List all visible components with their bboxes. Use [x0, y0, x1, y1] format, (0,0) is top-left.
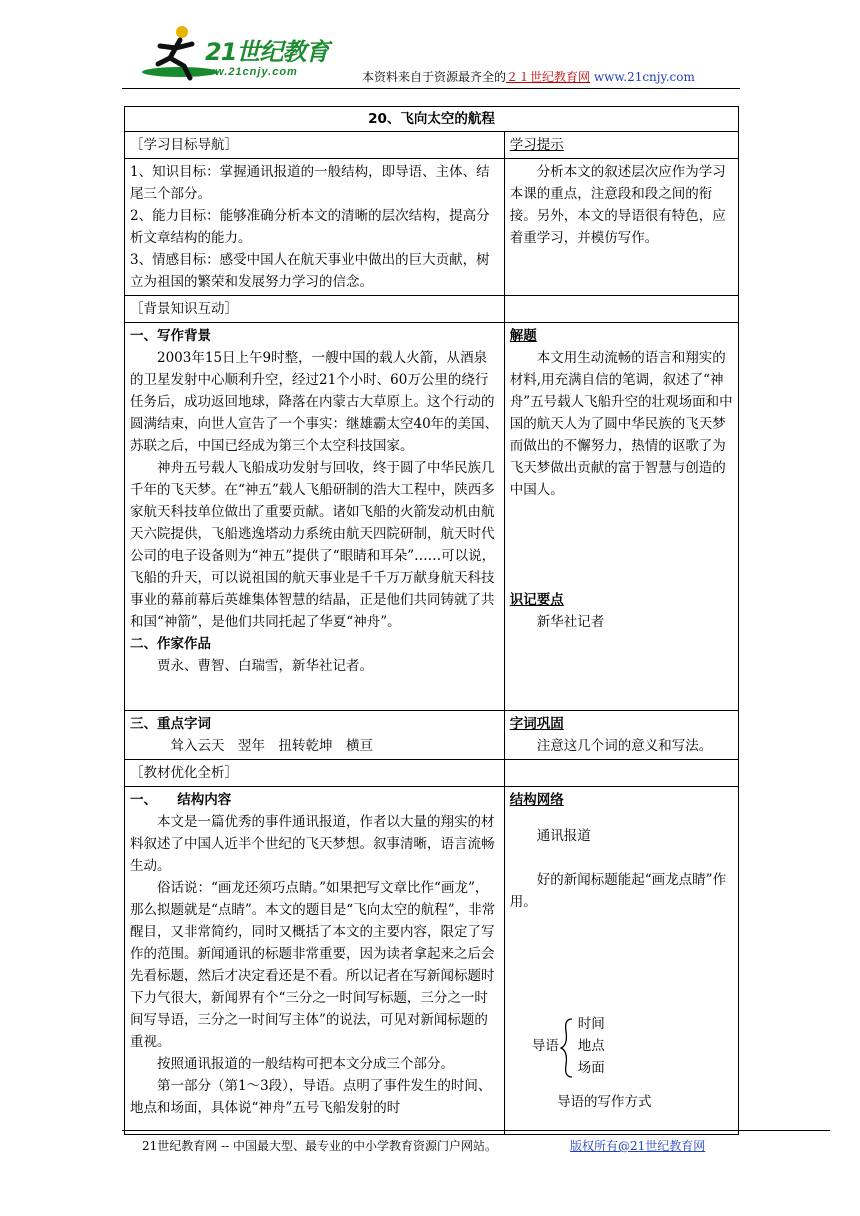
vocab-words: 耸入云天 翌年 扭转乾坤 横亘: [170, 738, 373, 754]
header-site-link[interactable]: ２１世纪教育网: [506, 70, 591, 84]
network-cell: [504, 787, 738, 1135]
memo-title: 识记要点: [509, 592, 564, 608]
analysis-para: 按照通讯报道的一般结构可把本文分成三个部分。: [157, 1056, 454, 1072]
goals-cell: [125, 159, 505, 296]
network-item: 通讯报道: [536, 828, 591, 844]
goal-item: 1、知识目标：掌握通讯报道的一般结构，即导语、主体、结尾三个部分。: [130, 164, 490, 202]
daoyu-block: [510, 1013, 733, 1083]
daoyu-method: 导语的写作方式: [557, 1094, 652, 1110]
tips-text: 分析本文的叙述层次应作为学习本课的重点，注意段和段之间的衔接。另外，本文的导语很有特色，应着重学习，并模仿写作。: [509, 164, 726, 246]
daoyu-item: 时间: [577, 1016, 605, 1032]
tips-cell: [504, 159, 738, 296]
header-note: [362, 68, 695, 85]
jieti-cell: [504, 323, 738, 711]
analysis-cell: [125, 787, 505, 1135]
brace-icon: [560, 1017, 574, 1079]
structure-title: 一、 结构内容: [130, 792, 232, 808]
goal-item: 3、情感目标：感受中国人在航天事业中做出的巨大贡献，树立为祖国的繁荣和发展努力学习的信念。: [130, 252, 490, 290]
network-title: 结构网络: [509, 792, 564, 808]
header-note-prefix: 本资料来自于资源最齐全的: [362, 70, 507, 84]
goal-item: 2、能力目标：能够准确分析本文的清晰的层次结构，提高分析文章结构的能力。: [130, 208, 490, 246]
daoyu-item: 地点: [577, 1038, 605, 1054]
consolidate-title: 字词巩固: [509, 716, 564, 732]
consolidate-cell: [504, 711, 738, 760]
vocab-title: 三、重点字词: [130, 716, 211, 732]
footer-copyright-link[interactable]: 版权所有@21世纪教育网: [570, 1139, 706, 1153]
consolidate-text: 注意这几个词的意义和写法。: [536, 738, 713, 754]
daoyu-item: 场面: [577, 1060, 605, 1076]
lesson-table: [124, 106, 739, 1135]
author-title: 二、作家作品: [130, 636, 211, 652]
header-url-link[interactable]: www.21cnjy.com: [593, 70, 695, 84]
background-para: 2003年15日上午9时整，一艘中国的载人火箭，从酒泉的卫星发射中心顺利升空，经过21个小时、60万公里的绕行任务后，成功返回地球，降落在内蒙古大草原上。这个行动的圆满结束，向世人宣告了一个事实：继雄霸太空40年的美国、苏联之后，中国已经成为第三个太空科技国家。: [130, 350, 499, 454]
analysis-header: ［教材优化全析］: [125, 760, 505, 787]
daoyu-label: 导语: [531, 1038, 559, 1054]
jieti-title: 解题: [509, 328, 537, 344]
footer-text: 21世纪教育网 -- 中国最大型、最专业的中小学教育资源门户网站。: [142, 1139, 498, 1153]
writing-bg-title: 一、写作背景: [130, 328, 211, 344]
background-header-empty: [504, 296, 738, 323]
analysis-header-empty: [504, 760, 738, 787]
logo-text: 21世纪教育: [205, 38, 329, 66]
memo-text: 新华社记者: [536, 614, 605, 630]
vocab-cell: [125, 711, 505, 760]
page-title: 20、飞向太空的航程: [125, 107, 739, 132]
header-divider: [122, 88, 740, 89]
background-para: 神舟五号载人飞船成功发射与回收，终于圆了中华民族几千年的飞天梦。在“神五”载人飞船研制的浩大工程中，陕西多家航天科技单位做出了重要贡献。诸如飞船的火箭发动机由航天六院提供，飞船逃逸塔动力系统由航天四院研制，航天时代公司的电子设备则为“神五”提供了“眼睛和耳朵”……可以说，飞船的升天，可以说祖国的航天事业是千千万万献身航天科技事业的幕前幕后英雄集体智慧的结晶，正是他们共同铸就了共和国“神箭”，是他们共同托起了华夏“神舟”。: [130, 460, 496, 630]
network-item: 好的新闻标题能起“画龙点睛”作用。: [509, 872, 727, 910]
jieti-text: 本文用生动流畅的语言和翔实的材料,用充满自信的笔调，叙述了“神舟”五号载人飞船升空的壮观场面和中国的航天人为了圆中华民族的飞天梦而做出的不懈努力，热情的讴歌了为飞天梦做出贡献的富于智慧与创造的中国人。: [509, 350, 733, 498]
logo-url: www.21cnjy.com: [196, 66, 298, 78]
footer-divider: [122, 1130, 830, 1131]
analysis-para: 第一部分（第1～3段），导语。点明了事件发生的时间、地点和场面，具体说“神舟”五号飞船发射的时: [130, 1078, 492, 1116]
goals-header: ［学习目标导航］: [125, 132, 505, 159]
authors-text: 贾永、曹智、白瑞雪，新华社记者。: [157, 658, 373, 674]
background-header: ［背景知识互动］: [125, 296, 505, 323]
background-cell: [125, 323, 505, 711]
tips-header: 学习提示: [504, 132, 738, 159]
analysis-para: 本文是一篇优秀的事件通讯报道，作者以大量的翔实的材料叙述了中国人近半个世纪的飞天梦想。叙事清晰，语言流畅生动。: [130, 814, 495, 874]
analysis-para: 俗话说：“画龙还须巧点睛。”如果把写文章比作“画龙”，那么拟题就是“点睛”。本文的题目是“飞向太空的航程”，非常醒目，又非常简约，同时又概括了本文的主要内容，限定了写作的范围。新闻通讯的标题非常重要，因为读者拿起来之后会先看标题，然后才决定看还是不看。所以记者在写新闻标题时下力气很大，新闻界有个“三分之一时间写标题，三分之一时间写导语，三分之一时间写主体”的说法，可见对新闻标题的重视。: [130, 880, 496, 1050]
